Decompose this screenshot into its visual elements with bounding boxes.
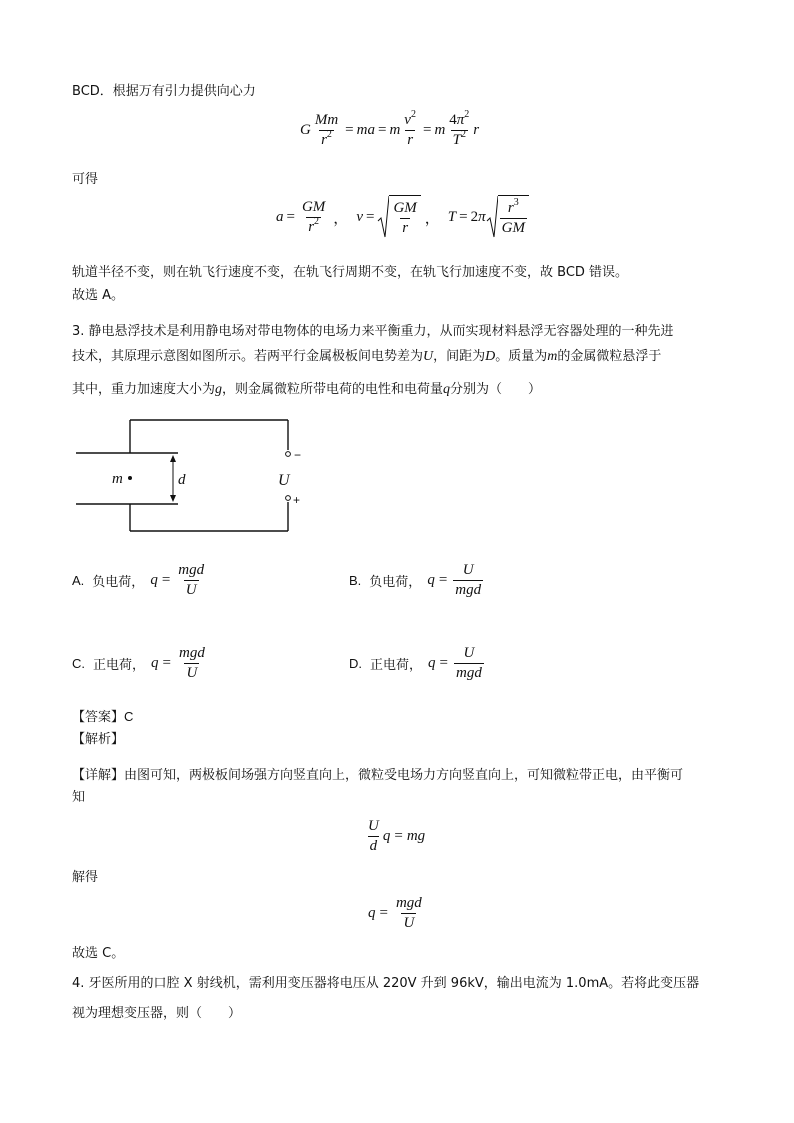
answer-value: C xyxy=(124,709,134,724)
label-plus: + xyxy=(293,493,301,507)
q4-line1: 4. 牙医所用的口腔 X 射线机，需利用变压器将电压从 220V 升到 96kV，输出电流为 1.0mA。若将此变压器 xyxy=(72,976,700,991)
label-minus: − xyxy=(294,448,302,462)
option-d[interactable]: D. 正电荷， q = $\frac{U}{\text{mgd}}$ xyxy=(349,645,482,681)
label-U: U xyxy=(278,472,290,489)
answer-line xyxy=(72,706,133,725)
equation-balance: $\frac{U}{d}$ q = mg xyxy=(368,817,426,854)
text-orbit: 轨道半径不变，则在轨飞行速度不变，在轨飞行周期不变，在轨飞行加速度不变，故 BCD 错误。 xyxy=(72,265,629,280)
terminal-minus xyxy=(286,452,291,457)
label-m: m xyxy=(112,471,123,487)
label-d: d xyxy=(178,472,186,488)
text-choose-c: 故选 C。 xyxy=(72,946,125,961)
option-a[interactable]: A. 负电荷， q = $\frac{\text{mgd}}{U}$ xyxy=(72,562,205,598)
analysis-tag: 【解析】 xyxy=(72,732,125,747)
equation-results: a = $\frac{GM}{r^2}$ ， v = $\frac{GM}{r}$ ， T = 2 π $\frac{r^3}{GM}$ xyxy=(276,193,529,241)
detail-line2: 知 xyxy=(72,790,86,805)
text-choose-a: 故选 A。 xyxy=(72,288,125,303)
q3-line3: 其中，重力加速度大小为g，则金属微粒所带电荷的电性和电荷量q分别为（ ） xyxy=(72,382,542,397)
text-jiede: 解得 xyxy=(72,870,99,885)
sqrt-symbol: $\frac{r^3}{GM}$ xyxy=(486,195,529,239)
option-c[interactable]: C. 正电荷， q = $\frac{\text{mgd}}{U}$ xyxy=(72,645,205,681)
equation-gravitation: G $\frac{Mm}{r^2}$ = ma = m $\frac{v^2}{r}$ = m $\frac{4\pi^2}{T^2}$ r xyxy=(300,108,480,148)
option-b[interactable]: B. 负电荷， q = $\frac{U}{\text{mgd}}$ xyxy=(349,562,482,598)
sqrt-symbol: $\frac{GM}{r}$ xyxy=(377,195,420,239)
q3-line1: 3. 静电悬浮技术是利用静电场对带电物体的电场力来平衡重力，从而实现材料悬浮无容器处理的一种先进 xyxy=(72,324,674,339)
capacitor-diagram xyxy=(72,414,312,534)
arrow-up-icon xyxy=(170,455,176,462)
terminal-plus xyxy=(286,496,291,501)
arrow-down-icon xyxy=(170,495,176,502)
text-kede: 可得 xyxy=(72,172,99,187)
answer-tag: 【答案】 xyxy=(72,710,125,725)
text-bcd: BCD．根据万有引力提供向心力 xyxy=(72,84,256,99)
q4-line2: 视为理想变压器，则（ ） xyxy=(72,1006,242,1021)
particle-dot xyxy=(128,476,132,480)
q3-line2: 技术，其原理示意图如图所示。若两平行金属极板间电势差为U，间距为D。质量为m的金属微粒悬浮于 xyxy=(72,349,662,364)
detail-line1: 【详解】由图可知，两极板间场强方向竖直向上，微粒受电场力方向竖直向上，可知微粒带正电，由平衡可 xyxy=(72,768,684,783)
equation-result-q: q = $\frac{\text{mgd}}{U}$ xyxy=(368,894,422,931)
